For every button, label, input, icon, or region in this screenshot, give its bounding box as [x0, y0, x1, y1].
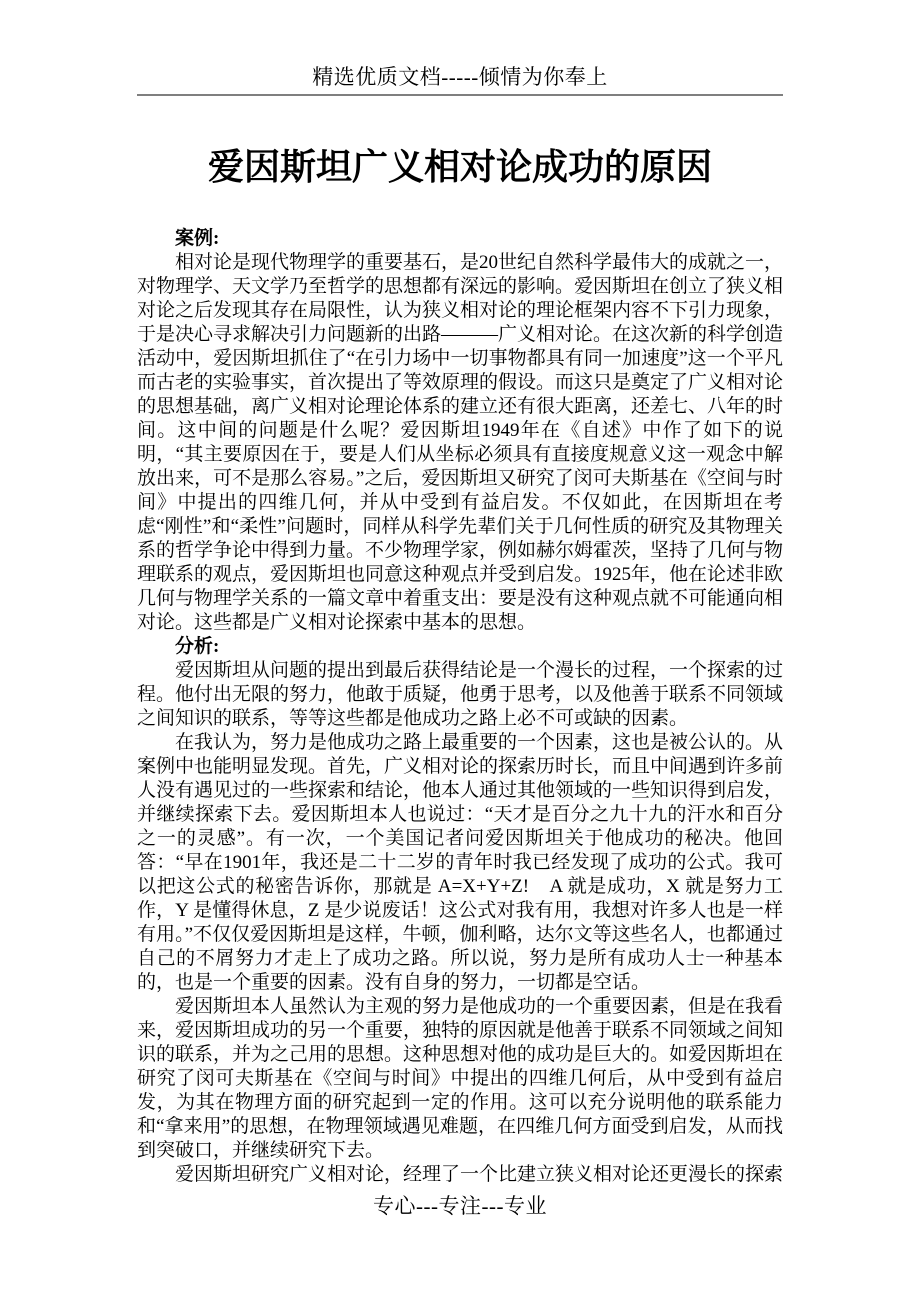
- analysis-paragraph-4: 爱因斯坦研究广义相对论，经理了一个比建立狭义相对论还更漫长的探索: [175, 1164, 784, 1185]
- analysis-paragraph-2: 在我认为，努力是他成功之路上最重要的一个因素，这也是被公认的。从案例中也能明显发现。首先，广义相对论的探索历时长，而且中间遇到许多前人没有遇见过的一些探索和结论，他本人通过其他领域的一些知识得到启发，并继续探索下去。爱因斯坦本人也说过：“天才是百分之九十九的汗水和百分之一的灵感”。有一次，一个美国记者问爱因斯坦关于他成功的秘决。他回答：“早在1901年，我还是二十二岁的青年时我已经发现了成功的公式。我可以把这公式的秘密告诉你，那就是 A=X+Y+Z! A 就是成功，X 就是努力工作，Y 是懂得休息，Z 是少说废话！这公式对我有用，我想对许多人也是一样有用。”不仅仅爱因斯坦是这样，牛顿，伽利略，达尔文等这些名人，也都通过自己的不屑努力才走上了成功之路。所以说，努力是所有成功人士一种基本的，也是一个重要的因素。没有自身的努力，一切都是空话。: [137, 732, 784, 993]
- case-paragraph: 相对论是现代物理学的重要基石，是20世纪自然科学最伟大的成就之一，对物理学、天文学乃至哲学的思想都有深远的影响。爱因斯坦在创立了狭义相对论之后发现其存在局限性，认为狭义相对论的理论框架内容不下引力现象，于是决心寻求解决引力问题新的出路———广义相对论。在这次新的科学创造活动中，爱因斯坦抓住了“在引力场中一切事物都具有同一加速度”这一个平凡而古老的实验事实，首次提出了等效原理的假设。而这只是奠定了广义相对论的思想基础，离广义相对论理论体系的建立还有很大距离，还差七、八年的时间。这中间的问题是什么呢？爱因斯坦1949年在《自述》中作了如下的说明，“其主要原因在于，要是人们从坐标必须具有直接度规意义这一观念中解放出来，可不是那么容易。”之后，爱因斯坦又研究了闵可夫斯基在《空间与时间》中提出的四维几何，并从中受到有益启发。不仅如此，在因斯坦在考虑“刚性”和“柔性”问题时，同样从科学先辈们关于几何性质的研究及其物理关系的哲学争论中得到力量。不少物理学家，例如赫尔姆霍茨，坚持了几何与物理联系的观点，爱因斯坦也同意这种观点并受到启发。1925年，他在论述非欧几何与物理学关系的一篇文章中着重支出：要是没有这种观点就不可能通向相对论。这些都是广义相对论探索中基本的思想。: [137, 252, 784, 633]
- analysis-paragraph-3: 爱因斯坦本人虽然认为主观的努力是他成功的一个重要因素，但是在我看来，爱因斯坦成功的另一个重要，独特的原因就是他善于联系不同领域之间知识的联系，并为之己用的思想。这种思想对他的成功是巨大的。如爱因斯坦在研究了闵可夫斯基在《空间与时间》中提出的四维几何后，从中受到有益启发，为其在物理方面的研究起到一定的作用。这可以充分说明他的联系能力和“拿来用”的思想，在物理领域遇见难题，在四维几何方面受到启发，从而找到突破口，并继续研究下去。: [137, 996, 784, 1161]
- document-body: [137, 227, 783, 1187]
- section-label-analysis: 分析:: [175, 636, 220, 657]
- section-label-case: 案例:: [175, 228, 220, 249]
- header-rule: [137, 94, 783, 96]
- analysis-paragraph-1: 爱因斯坦从问题的提出到最后获得结论是一个漫长的过程，一个探索的过程。他付出无限的努力，他敢于质疑，他勇于思考，以及他善于联系不同领域之间知识的联系，等等这些都是他成功之路上必不可或缺的因素。: [137, 660, 784, 729]
- page-header-slogan: 精选优质文档-----倾情为你奉上: [312, 65, 608, 89]
- content-column: [137, 0, 783, 1187]
- document-title: 爱因斯坦广义相对论成功的原因: [207, 147, 712, 187]
- page-footer-slogan: 专心---专注---专业: [373, 1194, 547, 1218]
